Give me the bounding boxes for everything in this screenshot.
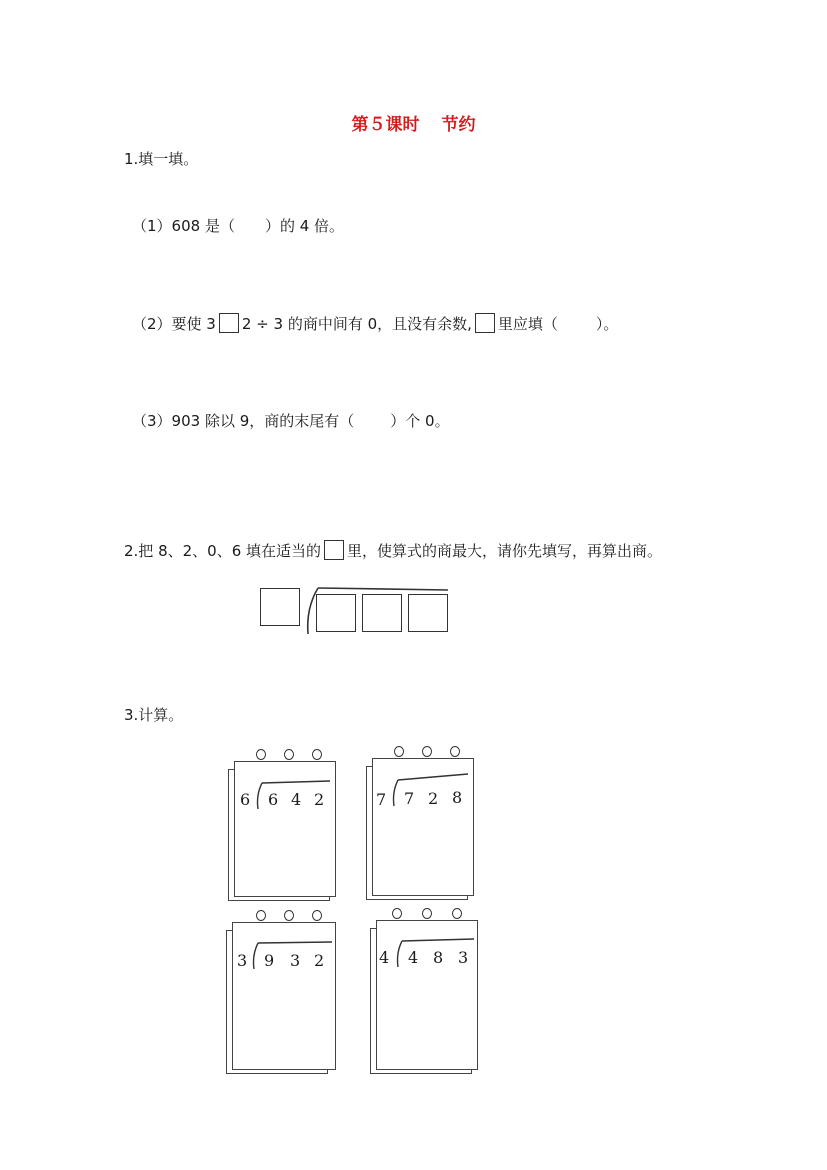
- dividend-digit: 9: [264, 951, 275, 970]
- dividend-digit: 3: [290, 951, 301, 970]
- divisor: 6: [240, 790, 251, 809]
- notebook-problem-3: [226, 916, 336, 1066]
- dividend-box-2[interactable]: [362, 594, 402, 632]
- item-1-text-a: （1）608 是（: [132, 217, 235, 235]
- dividend-digit: 8: [452, 788, 463, 807]
- question-1-heading: 1.填一填。: [124, 150, 199, 168]
- lesson-title: [0, 110, 827, 135]
- dividend-digit: 3: [458, 948, 469, 967]
- digit-box: [324, 540, 344, 560]
- digit-box[interactable]: [219, 313, 239, 333]
- dividend-digit: 7: [404, 789, 415, 808]
- question-2-text-b: 里，使算式的商最大，请你先填写，再算出商。: [347, 542, 663, 560]
- dividend-digit: 2: [314, 951, 325, 970]
- dividend-digit: 2: [428, 789, 439, 808]
- item-1-text-b: ）的 4 倍。: [264, 217, 345, 235]
- divisor: 7: [376, 790, 387, 809]
- notebook-problem-2: [366, 752, 476, 902]
- dividend-digit: 4: [408, 948, 419, 967]
- division-figure: [258, 584, 458, 636]
- question-2-text-a: 2.把 8、2、0、6 填在适当的: [124, 542, 322, 560]
- dividend-digit: 2: [314, 790, 325, 809]
- dividend-digit: 4: [291, 790, 302, 809]
- question-1-item-1: [132, 215, 344, 236]
- digit-box[interactable]: [475, 313, 495, 333]
- question-3-heading: 3.计算。: [124, 706, 184, 724]
- item-2-text-d: ）。: [595, 315, 619, 333]
- item-2-text-c: 里应填（: [497, 315, 558, 333]
- item-2-text-b: 2 ÷ 3 的商中间有 0，且没有余数,: [241, 315, 472, 333]
- divisor: 3: [237, 951, 248, 970]
- dividend-box-3[interactable]: [408, 594, 448, 632]
- item-3-text-b: ）个 0。: [390, 412, 450, 430]
- notebook-problem-1: [228, 755, 338, 905]
- question-2-heading: [124, 540, 662, 561]
- question-1-item-2: [132, 313, 618, 334]
- lesson-topic: 节约: [441, 115, 476, 135]
- lesson-number: 第５课时: [351, 115, 420, 135]
- dividend-digit: 6: [268, 790, 279, 809]
- notebook-problem-4: [370, 914, 480, 1064]
- divisor: 4: [379, 948, 390, 967]
- question-1-item-3: [132, 410, 450, 431]
- item-2-text-a: （2）要使 3: [132, 315, 216, 333]
- dividend-digit: 8: [433, 948, 444, 967]
- item-3-text-a: （3）903 除以 9，商的末尾有（: [132, 412, 355, 430]
- dividend-box-1[interactable]: [316, 594, 356, 632]
